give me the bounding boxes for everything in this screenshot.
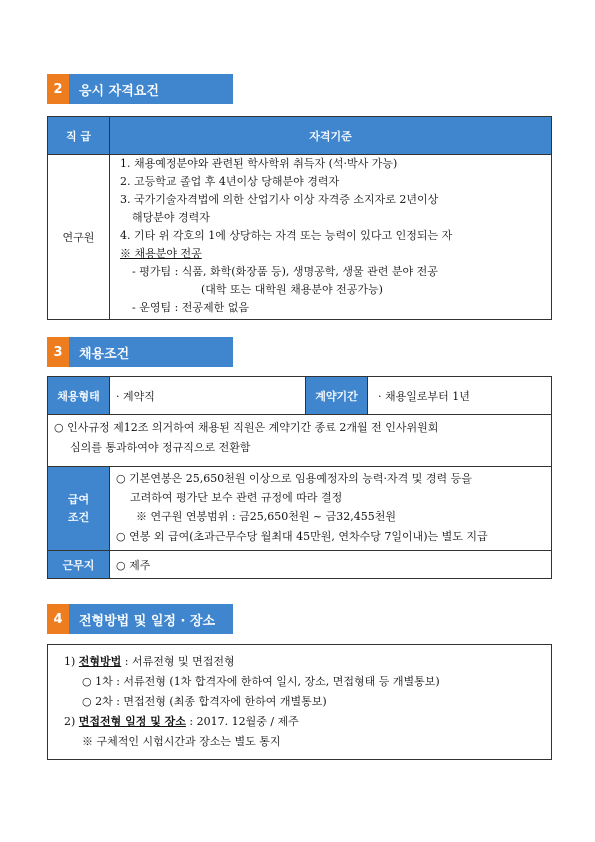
item-1 — [64, 655, 235, 669]
contract-period-cell — [368, 377, 551, 415]
section-number: 3 — [47, 337, 69, 367]
workplace-value: ○ 제주 — [116, 558, 151, 572]
salary-cell — [110, 467, 551, 551]
salary-label-line: 조건 — [67, 510, 90, 524]
criteria-line: - 평가팀 : 식품, 화학(화장품 등), 생명공학, 생물 관련 분야 전공 — [132, 265, 438, 278]
grade-cell — [48, 155, 110, 319]
item-1-sub: ○ 1차 : 서류전형 (1차 합격자에 한하여 일시, 장소, 면접형태 등 개별통보) — [82, 675, 440, 688]
qualification-table — [47, 116, 552, 320]
employment-type-label: 채용형태 — [48, 377, 110, 415]
workplace-label: 근무지 — [48, 551, 110, 578]
criteria-line: - 운영팀 : 전공제한 없음 — [132, 301, 250, 314]
criteria-line: ※ 채용분야 전공 — [120, 247, 202, 260]
item-text: : 서류전형 및 면접전형 — [121, 655, 235, 668]
contract-period-label: 계약기간 — [306, 377, 368, 415]
salary-line: ○ 기본연봉은 25,650천원 이상으로 임용예정자의 능력·자격 및 경력 등을 — [116, 472, 472, 485]
criteria-line: 해당분야 경력자 — [132, 211, 210, 224]
criteria-line: 1. 채용예정분야와 관련된 학사학위 취득자 (석·박사 가능) — [120, 157, 398, 170]
section-title: 응시 자격요건 — [69, 74, 233, 104]
section-3-header — [47, 337, 233, 367]
salary-label — [48, 467, 110, 551]
col-header-criteria: 자격기준 — [110, 117, 551, 155]
item-2 — [64, 715, 299, 729]
col-header-grade: 직 급 — [48, 117, 110, 155]
section-number: 2 — [47, 74, 69, 104]
workplace-cell — [110, 551, 551, 578]
rule-line: 심의를 통과하여야 정규직으로 전환함 — [70, 441, 251, 454]
conditions-table — [47, 376, 552, 579]
section-title: 전형방법 및 일정 · 장소 — [69, 604, 233, 634]
rule-line: ○ 인사규정 제12조 의거하여 채용된 직원은 계약기간 종료 2개월 전 인사위원회 — [54, 421, 439, 434]
item-label: 전형방법 — [78, 655, 122, 668]
salary-line: 고려하여 평가단 보수 관련 규정에 따라 결정 — [130, 491, 343, 504]
item-prefix: 1) — [64, 655, 76, 668]
item-label: 면접전형 일정 및 장소 — [78, 715, 186, 728]
rule-row — [48, 415, 551, 467]
employment-type-cell — [110, 377, 306, 415]
item-1-sub: ○ 2차 : 면접전형 (최종 합격자에 한하여 개별통보) — [82, 695, 327, 708]
section-4-header — [47, 604, 233, 634]
section-title: 채용조건 — [69, 337, 233, 367]
criteria-line: 4. 기타 위 각호의 1에 상당하는 자격 또는 능력이 있다고 인정되는 자 — [120, 229, 453, 242]
section-2-header — [47, 74, 233, 104]
item-prefix: 2) — [64, 715, 76, 728]
section-number: 4 — [47, 604, 69, 634]
item-text: : 2017. 12월중 / 제주 — [185, 715, 299, 728]
criteria-line: 2. 고등학교 졸업 후 4년이상 당해분야 경력자 — [120, 175, 340, 188]
salary-line: ※ 연구원 연봉범위 : 금25,650천원 ~ 금32,455천원 — [136, 510, 397, 523]
item-2-note: ※ 구체적인 시험시간과 장소는 별도 통지 — [82, 735, 281, 748]
salary-line: ○ 연봉 외 급여(초과근무수당 월최대 45만원, 연차수당 7일이내)는 별도 지급 — [116, 530, 488, 543]
grade-value: 연구원 — [62, 231, 95, 244]
criteria-line: 3. 국가기술자격법에 의한 산업기사 이상 자격증 소지자로 2년이상 — [120, 193, 439, 206]
salary-label-line: 급여 — [67, 492, 90, 506]
contract-period-value: · 채용일로부터 1년 — [378, 389, 470, 403]
selection-box — [47, 644, 552, 760]
employment-type-value: · 계약직 — [116, 389, 155, 403]
criteria-line: (대학 또는 대학원 채용분야 전공가능) — [201, 283, 383, 296]
